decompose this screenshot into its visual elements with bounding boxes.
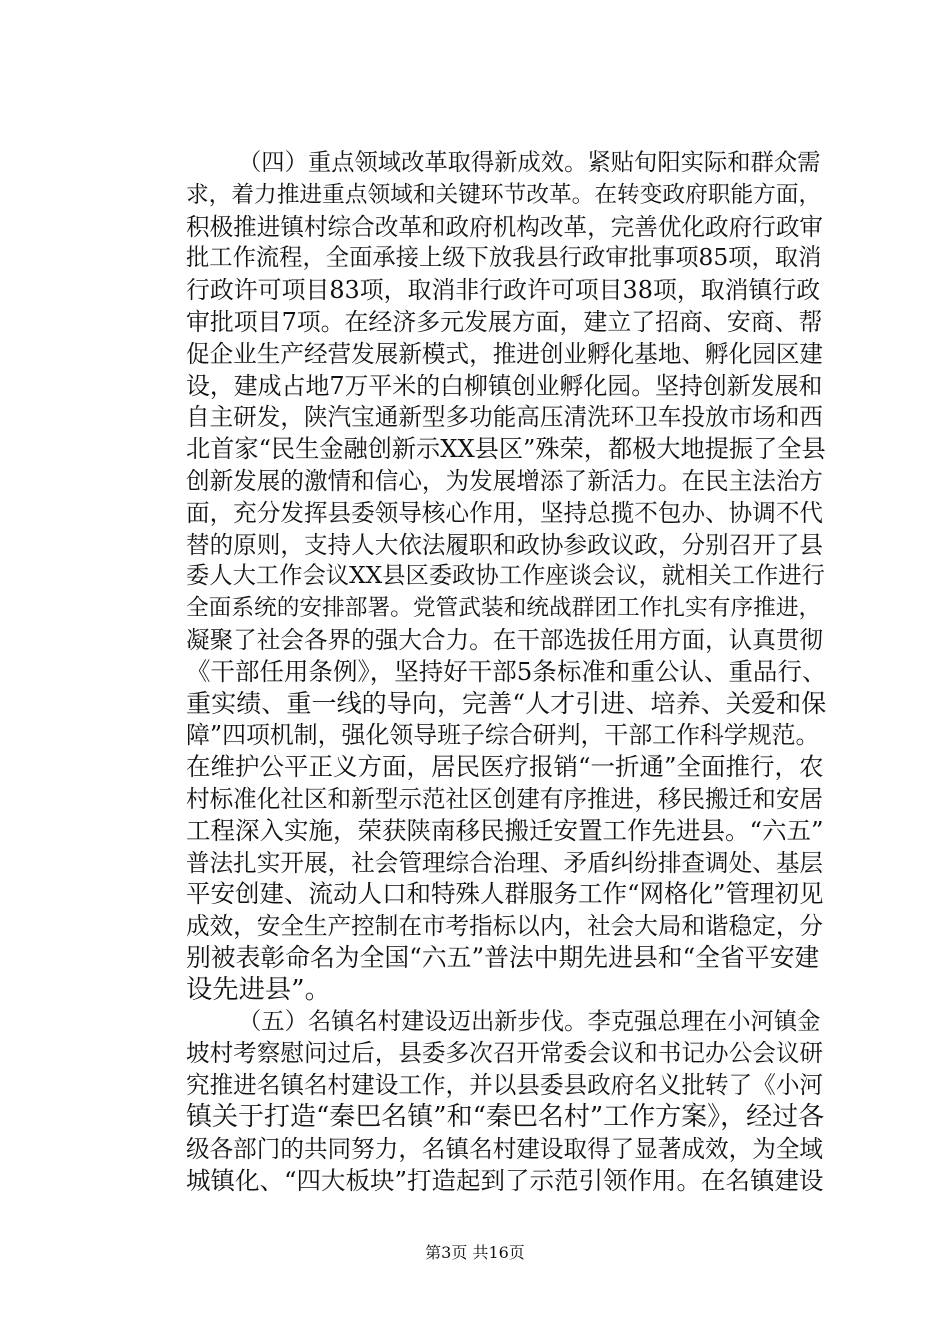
text-line: 面，充分发挥县委领导核心作用，坚持总揽不包办、协调不代 [186, 498, 824, 527]
text-line: 设先进县”。 [186, 974, 331, 1005]
text-line: 凝聚了社会各界的强大合力。在干部选拔任用方面，认真贯彻 [186, 626, 824, 654]
text-line: 别被表彰命名为全国“六五”普法中期先进县和“全省平安建 [186, 943, 820, 972]
text-line: 批工作流程，全面承接上级下放我县行政审批事项85项，取消 [186, 244, 822, 272]
text-line: 北首家“民生金融创新示XX县区”殊荣，都极大地提振了全县 [186, 435, 826, 464]
text-line: 镇关于打造“秦巴名镇”和“秦巴名村”工作方案》，经过各 [186, 1102, 825, 1132]
text-line: 全面系统的安排部署。党管武装和统战群团工作扎实有序推进， [186, 595, 822, 622]
text-line: 委人大工作会议XX县区委政协工作座谈会议，就相关工作进行 [186, 562, 825, 590]
text-line: 《干部任用条例》，坚持好干部5条标准和重公认、重品行、 [186, 656, 826, 686]
text-line: 自主研发，陕汽宝通新型多功能高压清洗环卫车投放市场和西 [186, 403, 824, 432]
text-line: 级各部门的共同努力，名镇名村建设取得了显著成效，为全域 [186, 1134, 824, 1163]
text-line: 行政许可项目83项，取消非行政许可项目38项，取消镇行政 [186, 276, 821, 305]
text-line: （四）重点领域改革取得新成效。紧贴旬阳实际和群众需 [238, 149, 821, 176]
text-line: 替的原则，支持人大依法履职和政协参政议政，分别召开了县 [186, 530, 824, 559]
text-line: 工程深入实施，荣获陕南移民搬迁安置工作先进县。“六五” [186, 815, 824, 845]
page-footer: 第3页 共16页 [425, 1243, 525, 1262]
text-line: 成效，安全生产控制在市考指标以内，社会大局和谐稳定，分 [186, 912, 824, 941]
text-line: 设，建成占地7万平米的白柳镇创业孵化园。坚持创新发展和 [186, 371, 823, 400]
text-line: 平安创建、流动人口和特殊人群服务工作“网格化”管理初见 [186, 879, 824, 909]
text-line: 积极推进镇村综合改革和政府机构改革，完善优化政府行政审 [186, 212, 824, 241]
text-line: 求，着力推进重点领域和关键环节改革。在转变政府职能方面， [186, 181, 822, 208]
text-line: 究推进名镇名村建设工作，并以县委县政府名义批转了《小河 [186, 1071, 824, 1100]
text-line: 重实绩、重一线的导向，完善“人才引进、培养、关爱和保 [186, 688, 826, 718]
text-line: 审批项目7项。在经济多元发展方面，建立了招商、安商、帮 [186, 308, 823, 336]
text-line: 普法扎实开展，社会管理综合治理、矛盾纠纷排查调处、基层 [186, 848, 824, 877]
text-line: 村标准化社区和新型示范社区创建有序推进，移民搬迁和安居 [186, 785, 824, 813]
text-line: 创新发展的激情和信心，为发展增添了新活力。在民主法治方 [186, 467, 824, 495]
text-line: 城镇化、“四大板块”打造起到了示范引领作用。在名镇建设 [186, 1165, 824, 1195]
text-line: 在维护公平正义方面，居民医疗报销“一折通”全面推行，农 [186, 752, 824, 782]
text-line: （五）名镇名村建设迈出新步伐。李克强总理在小河镇金 [238, 1007, 821, 1035]
text-line: 坡村考察慰问过后，县委多次召开常委会议和书记办公会议研 [186, 1039, 824, 1068]
text-line: 促企业生产经营发展新模式，推进创业孵化基地、孵化园区建 [186, 339, 824, 368]
text-line: 障”四项机制，强化领导班子综合研判，干部工作科学规范。 [186, 721, 820, 750]
